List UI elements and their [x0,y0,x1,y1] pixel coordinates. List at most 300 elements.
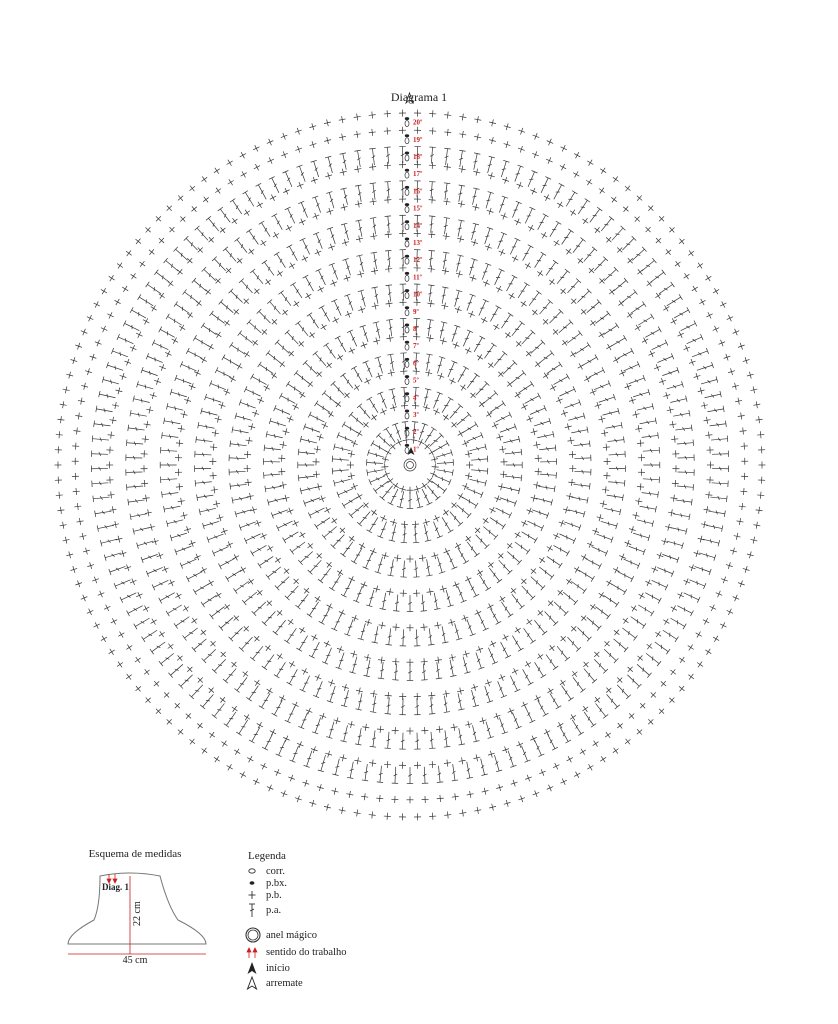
stitch-sc-bar [625,186,630,190]
stitch-sc-bar [722,301,725,307]
stitch-dc-top [559,362,563,367]
round-label: 18º [413,153,423,161]
stitch-sc-bar [173,338,176,344]
stitch-sc-bar [509,294,515,298]
stitch-sc-bar [647,580,650,586]
stitch-sc-bar [571,351,575,357]
stitch-dc-top [522,370,526,375]
stitch-dc-top [475,422,478,427]
stitch-dc-tick [539,625,541,629]
stitch-sc-bar [380,517,386,520]
stitch-dc-top [385,250,391,251]
work-direction-arrows-icon [244,944,262,960]
stitch-dc-top [499,269,505,272]
stitch-sc-bar [268,545,272,551]
stitch-sc-bar [316,471,317,478]
stitch-dc-tick [353,664,357,665]
stitch-sc-bar [515,628,521,632]
stitch-sc-bar [274,771,280,774]
legend-item-single-crochet: p.b. [244,887,282,903]
stitch-dc-top [238,331,242,336]
stitch-dc-top [212,714,217,718]
stitch-sc-bar [743,428,744,435]
stitch-dc-top [251,374,254,380]
stitch-sc-bar [257,723,263,727]
stitch-dc-top [556,706,561,709]
stitch-dc-top [658,598,661,604]
stitch-dc-top [370,217,376,218]
stitch-sc-bar [282,310,287,314]
stitch-dc-top [192,647,196,652]
stitch-sc-bar [444,763,451,764]
stitch-dc-tick [302,327,304,331]
stitch-dc-top [421,611,427,612]
stitch-dc-tick [627,296,631,298]
legend-item-finish: arremate [244,975,303,991]
slip-stitch-dot-icon [405,220,409,223]
stitch-sc-bar [591,320,595,326]
stitch-dc-tick [515,329,519,330]
finish-arrow-icon [244,975,262,991]
stitch-dc-tick [346,548,350,549]
stitch-sc-bar [680,239,684,244]
stitch-sc-bar [95,622,98,628]
stitch-dc-top [362,780,368,781]
stitch-dc-top [230,199,235,203]
stitch-dc-top [386,644,392,645]
stitch-dc-top [401,542,407,543]
stitch-sc-bar [610,289,615,294]
stitch-sc-bar [558,590,563,595]
stitch-sc-bar [435,660,442,661]
stitch-dc-top [250,657,255,661]
stitch-dc-top [520,321,525,325]
stitch-dc-top [276,525,279,531]
stitch-sc-bar [215,189,221,193]
stitch-dc-tick [516,377,520,379]
stitch-dc-top [631,576,634,582]
stitch-dc-top [162,491,163,497]
stitch-dc-tick [320,358,321,362]
stitch-dc-tick [669,372,672,375]
stitch-dc-top [431,427,436,431]
stitch-sc-bar [567,758,573,761]
stitch-sc-bar [557,203,563,207]
stitch-dc-top [634,635,638,640]
stitch-dc-tick [274,356,275,360]
stitch-sc-bar [709,491,710,498]
stitch-dc-top [624,647,628,652]
stitch-sc-bar [138,592,141,598]
stitch-dc-top [642,301,646,306]
stitch-dc-top [687,307,690,313]
magic-ring-icon [244,927,262,943]
slip-stitch-dot-icon [405,341,409,344]
stitch-dc-top [637,361,640,367]
stitch-sc-bar [490,643,496,646]
chain-oval-icon [405,189,409,195]
stitch-dc-top [218,564,221,570]
stitch-sc-bar [393,484,399,488]
stitch-dc-top [349,513,353,518]
stitch-dc-top [300,238,306,241]
stitch-sc-bar [273,233,279,237]
stitch-dc-tick [378,564,382,565]
stitch-sc-bar [377,729,384,730]
stitch-dc-tick [545,570,546,574]
stitch-dc-top [429,714,435,715]
stitch-sc-bar [308,543,312,548]
stitch-sc-bar [704,618,707,624]
stitch-sc-bar [216,332,220,338]
stitch-sc-bar [279,697,285,700]
stitch-sc-bar [267,141,273,144]
stitch-sc-bar [257,590,262,595]
stitch-round-12 [195,250,626,681]
stitch-sc-bar [595,698,600,702]
stitch-sc-bar [289,663,295,667]
stitch-sc-bar [499,597,505,601]
stitch-sc-bar [693,286,697,292]
chain-oval-icon [405,310,409,316]
stitch-dc-tick [698,353,701,356]
stitch-sc-bar [59,492,60,499]
stitch-dc-tick [502,169,506,170]
stitch-dc-tick [333,270,336,273]
stitch-sc-bar [106,605,109,611]
stitch-dc-tick [600,708,602,712]
round-label: 15º [413,204,423,213]
stitch-dc-top [429,216,435,217]
stitch-dc-tick [540,511,541,515]
stitch-dc-top [690,610,693,616]
stitch-sc-bar [369,763,376,764]
stitch-dc-top [530,381,534,386]
stitch-sc-bar [315,597,321,601]
stitch-sc-bar [160,631,164,637]
stitch-sc-bar [521,704,527,707]
stitch-sc-bar [436,729,443,730]
stitch-dc-top [138,294,141,299]
stitch-sc-bar [493,325,499,329]
stitch-sc-bar [302,257,308,260]
stitch-sc-bar [728,609,731,615]
stitch-dc-top [262,666,267,670]
stitch-dc-top [331,628,337,631]
stitch-dc-top [307,313,312,317]
stitch-dc-top [249,740,255,743]
stitch-dc-tick [328,531,332,532]
stitch-dc-top [93,496,94,502]
stitch-sc-bar [419,558,426,559]
stitch-sc-bar [428,234,435,235]
stitch-sc-bar [443,510,449,514]
stitch-sc-bar [680,686,684,691]
stitch-dc-top [303,275,309,278]
stitch-sc-bar [59,431,60,438]
stitch-sc-bar [481,319,487,322]
stitch-sc-bar [560,681,566,685]
stitch-sc-bar [600,332,604,338]
chain-oval-icon [405,241,409,247]
stitch-sc-bar [308,381,312,386]
stitch-dc-top [583,588,587,593]
stitch-dc-tick [183,379,184,383]
stitch-dc-tick [165,658,169,660]
stitch-dc-tick [307,758,311,759]
chain-oval-icon [405,293,409,299]
stitch-sc-bar [583,554,586,560]
stitch-sc-bar [380,410,386,413]
stitch-sc-bar [499,251,505,254]
stitch-sc-bar [240,773,246,776]
stitch-dc-tick [241,244,243,248]
stitch-sc-bar [203,197,209,201]
stitch-dc-top [428,285,434,286]
stitch-dc-top [152,340,155,346]
stitch-sc-bar [277,655,283,659]
stitch-dc-top [128,499,129,505]
stitch-dc-top [222,355,225,361]
stitch-dc-top [363,567,369,570]
stitch-sc-bar [706,649,710,655]
stitch-dc-top [286,381,290,386]
stitch-dc-top [595,355,598,361]
stitch-dc-top [351,561,357,564]
stitch-sc-bar [265,646,271,650]
stitch-dc-tick [629,631,630,635]
stitch-dc-top [287,682,293,685]
start-arrow-icon [244,960,262,976]
stitch-sc-bar [484,518,488,524]
stitch-sc-bar [547,141,553,144]
stitch-sc-bar [671,669,675,675]
stitch-dc-tick [483,272,487,273]
stitch-sc-bar [685,273,689,279]
stitch-dc-top [196,436,197,442]
stitch-sc-bar [132,345,135,351]
stitch-sc-bar [701,299,704,305]
round-label: 11º [413,273,422,282]
stitch-dc-tick [506,428,509,431]
stitch-sc-bar [260,241,266,245]
stitch-dc-top [657,661,661,666]
stitch-dc-tick [330,729,334,730]
stitch-dc-top [429,748,435,749]
stitch-dc-tick [543,498,544,502]
stitch-rounds [55,110,766,821]
stitch-dc-top [534,538,537,543]
stitch-dc-top [467,330,473,333]
round-label: 9º [413,307,419,316]
stitch-sc-bar [388,478,392,483]
stitch-dc-top [542,631,547,635]
stitch-sc-bar [305,294,311,298]
stitch-dc-tick [499,687,502,690]
stitch-dc-top [475,503,478,508]
stitch-dc-top [691,499,692,505]
stitch-dc-top [134,624,137,630]
stitch-sc-bar [578,258,583,262]
chain-oval-icon [405,396,409,402]
stitch-sc-bar [206,289,211,294]
stitch-sc-bar [689,674,693,680]
diagram-title: Diagrama 1 [390,90,448,104]
stitch-dc-tick [330,396,331,400]
stitch-dc-tick [563,327,567,328]
stitch-dc-top [126,484,127,490]
stitch-sc-bar [330,282,336,285]
stitch-sc-bar [136,657,140,663]
stitch-dc-top [413,387,419,388]
stitch-dc-top [162,432,163,438]
width-measure-label: 45 cm [122,955,148,966]
stitch-dc-top [351,366,357,369]
stitch-dc-top [284,640,289,644]
stitch-dc-top [566,551,569,557]
stitch-dc-tick [453,334,457,335]
stitch-sc-bar [244,211,250,215]
stitch-sc-bar [640,440,641,447]
stitch-dc-tick [652,656,653,660]
stitch-sc-bar [540,557,544,563]
stitch-sc-bar [516,532,520,538]
stitch-dc-top [483,628,489,631]
stitch-sc-bar [523,404,526,410]
stitch-sc-bar [227,161,233,165]
stitch-dc-tick [497,359,501,360]
stitch-dc-top [697,597,700,603]
stitch-dc-top [186,576,189,582]
stitch-dc-top [458,404,463,408]
round-label: 4º [413,393,419,402]
stitch-dc-tick [317,203,320,206]
stitch-dc-top [212,550,215,556]
stitch-dc-top [385,748,391,749]
stitch-sc-bar [698,263,702,269]
stitch-sc-bar [288,620,294,624]
stitch-sc-bar [544,196,550,199]
stitch-dc-top [385,714,391,715]
stitch-dc-tick [593,621,594,625]
stitch-dc-top [341,594,347,597]
stitch-sc-bar [376,798,383,799]
stitch-sc-bar [393,627,400,628]
stitch-sc-bar [244,715,250,719]
stitch-sc-bar [689,645,693,651]
stitch-sc-bar [152,619,156,625]
stitch-dc-top [463,561,469,564]
stitch-dc-tick [243,416,244,420]
stitch-sc-bar [306,710,312,713]
stitch-dc-tick [218,665,222,666]
stitch-sc-bar [600,592,604,598]
chain-oval-icon [405,447,409,453]
stitch-dc-top [117,334,120,340]
stitch-sc-bar [245,351,249,357]
stitch-sc-bar [637,196,642,201]
stitch-sc-bar [332,518,336,524]
stitch-dc-top [607,614,611,619]
stitch-dc-top [552,747,558,750]
stitch-dc-tick [230,253,231,257]
stitch-dc-tick [536,410,539,413]
stitch-dc-top [393,611,399,612]
stitch-sc-bar [632,606,636,612]
slip-stitch-dot-icon [405,392,409,395]
stitch-dc-top [279,393,282,399]
stitch-dc-top [166,611,169,616]
stitch-sc-bar [384,200,391,201]
stitch-dc-top [530,640,535,644]
stitch-dc-top [342,422,345,427]
stitch-sc-bar [315,251,321,254]
stitch-sc-bar [679,592,682,598]
stitch-sc-bar [60,507,61,514]
stitch-sc-bar [209,580,213,586]
stitch-dc-top [234,238,239,242]
stitch-dc-top [515,238,521,241]
stitch-dc-top [622,494,623,500]
stitch-sc-bar [523,520,526,526]
stitch-dc-tick [561,651,563,655]
stitch-sc-bar [563,340,567,345]
stitch-sc-bar [401,405,408,406]
stitch-dc-tick [604,535,605,539]
stitch-dc-tick [357,418,358,422]
stitch-sc-bar [674,436,675,443]
stitch-dc-top [607,311,611,316]
stitch-round-9 [244,299,577,631]
stitch-dc-tick [257,276,259,280]
stitch-dc-top [553,666,558,670]
stitch-dc-tick [513,555,514,559]
stitch-dc-top [243,191,248,194]
stitch-sc-bar [444,132,451,133]
stitch-dc-tick [240,684,244,685]
stitch-dc-tick [438,365,442,366]
stitch-sc-bar [587,765,593,769]
stitch-dc-tick [344,490,347,493]
stitch-sc-bar [689,250,693,256]
stitch-dc-tick [225,622,229,623]
slip-stitch-dot-icon [405,358,409,361]
stitch-sc-bar [361,796,368,797]
stitch-sc-bar [685,345,688,351]
stitch-dc-tick [560,277,564,278]
stitch-sc-bar [539,771,545,774]
stitch-dc-tick [608,522,609,526]
stitch-sc-bar [364,380,370,383]
stitch-dc-tick [611,699,612,703]
slip-stitch-dot-icon [405,444,409,447]
stitch-dc-tick [706,553,707,557]
stitch-sc-bar [544,731,550,734]
stitch-dc-tick [274,306,275,310]
stitch-dc-top [448,530,453,533]
stitch-sc-bar [213,444,214,451]
stitch-sc-bar [265,280,271,284]
stitch-dc-top [298,475,299,481]
stitch-dc-top [127,610,130,616]
stitch-dc-top [218,207,223,211]
stitch-dc-tick [525,338,529,339]
stitch-dc-top [565,657,570,661]
stitch-sc-bar [444,815,451,816]
stitch-dc-top [332,456,333,462]
stitch-sc-bar [571,479,572,486]
stitch-sc-bar [349,537,354,541]
